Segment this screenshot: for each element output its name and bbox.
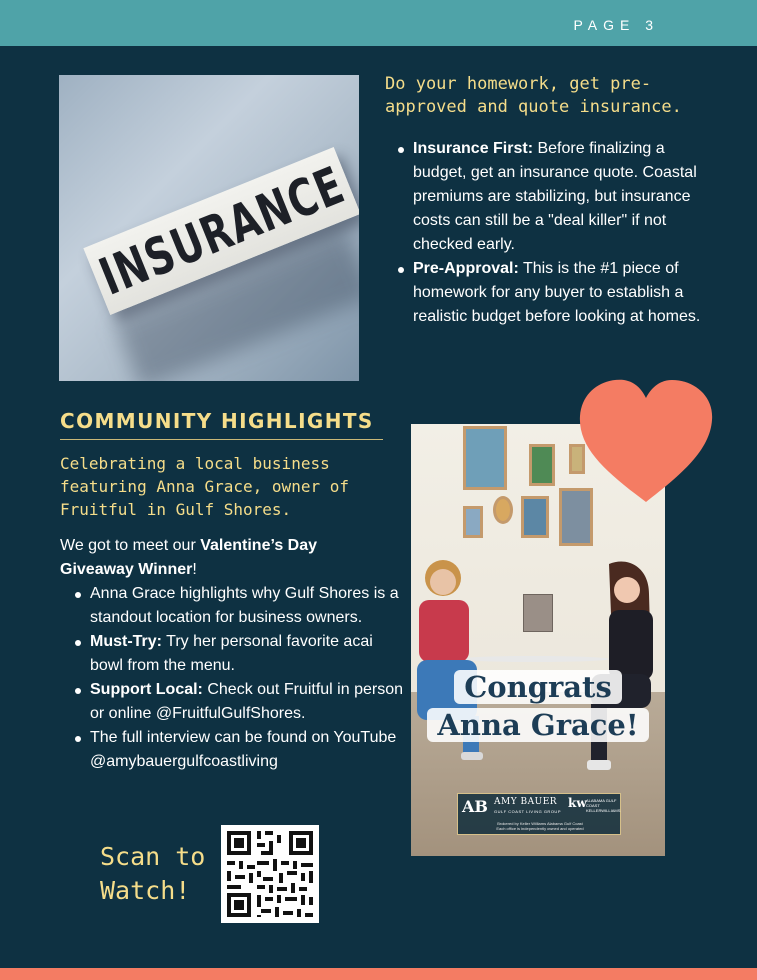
intro-end: ! xyxy=(192,561,197,578)
item-text: The full interview can be found on YouTube @amybauergulfcoastliving xyxy=(90,729,397,770)
item-label: Support Local: xyxy=(90,681,203,698)
kw-subtitle: ALABAMA GULF COAST KELLERWILLIAMS xyxy=(586,798,621,813)
item-label: Must-Try: xyxy=(90,633,162,650)
item-label: Pre-Approval: xyxy=(413,260,519,277)
scan-to-watch: Scan to Watch! xyxy=(100,842,206,905)
brand-initials: AB xyxy=(462,797,488,816)
heart-icon xyxy=(576,376,716,506)
wall-frame xyxy=(521,496,549,538)
wall-frame xyxy=(529,444,555,486)
gift-bag xyxy=(523,594,553,632)
item-text: Before finalizing a budget, get an insurance quote. Coastal premiums are stabilizing, but insurance costs can still be a "deal killer" if not checked early. xyxy=(413,140,697,253)
intro-highlight: Valentine’s Day Giveaway Winner xyxy=(60,537,318,578)
kw-logo: kw xyxy=(568,796,587,810)
homework-list xyxy=(395,137,703,329)
congrats-line-2: Anna Grace! xyxy=(427,708,648,742)
list-item xyxy=(413,257,703,329)
list-item xyxy=(90,630,405,678)
wall-frame xyxy=(463,506,483,538)
community-subtitle: Celebrating a local business featuring Anna Grace, owner of Fruitful in Gulf Shores. xyxy=(60,454,349,519)
brand-logo xyxy=(457,793,621,835)
page-number: PAGE 3 xyxy=(573,17,659,33)
item-label: Insurance First: xyxy=(413,140,534,157)
header-band xyxy=(0,0,757,46)
insurance-card-text: INSURANCE xyxy=(91,155,353,307)
brand-name: AMY BAUER xyxy=(494,797,558,807)
item-text: Try her personal favorite acai bowl from the menu. xyxy=(90,633,373,674)
item-text: Check out Fruitful in person or online @FruitfulGulfShores. xyxy=(90,681,403,722)
brand-fine-print xyxy=(478,821,602,831)
community-list xyxy=(72,582,405,774)
community-intro xyxy=(60,534,380,582)
footer-band xyxy=(0,968,757,980)
wall-frame xyxy=(493,496,513,524)
homework-title: Do your homework, get pre-approved and quote insurance. xyxy=(385,74,682,117)
item-text: This is the #1 piece of homework for any buyer to establish a realistic budget before looking at homes. xyxy=(413,260,701,325)
brand-group: GULF COAST LIVING GROUP xyxy=(494,809,561,814)
intro-text: We got to meet our xyxy=(60,537,201,554)
qr-code-icon xyxy=(221,825,319,923)
fine-print-line: Brokered by Keller Williams Alabama Gulf Coast xyxy=(497,821,583,826)
congrats-line-1: Congrats xyxy=(454,670,622,704)
fine-print-line: Each office is independently owned and operated xyxy=(496,826,584,831)
community-title: COMMUNITY HIGHLIGHTS xyxy=(60,409,383,440)
list-item xyxy=(90,582,405,630)
list-item xyxy=(90,678,405,726)
qr-code[interactable] xyxy=(221,825,319,923)
insurance-photo xyxy=(59,75,359,381)
item-text: Anna Grace highlights why Gulf Shores is a standout location for business owners. xyxy=(90,585,399,626)
list-item xyxy=(413,137,703,257)
congrats-banner xyxy=(411,668,665,744)
wall-frame xyxy=(463,426,507,490)
list-item xyxy=(90,726,405,774)
